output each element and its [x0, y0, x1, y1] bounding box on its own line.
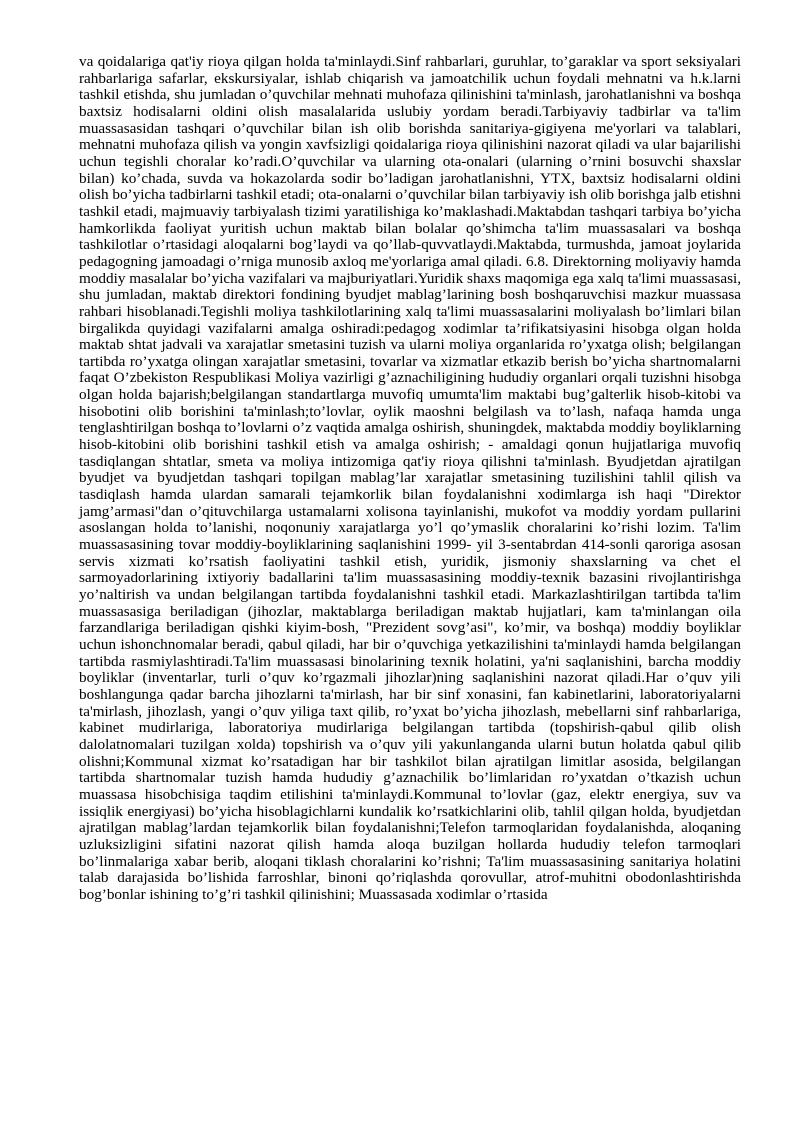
- body-paragraph: va qoidalariga qat'iy rioya qilgan holda ta'minlaydi.Sinf rahbarlari, guruhlar, to’garaklar va sport seksiyalari rahbarlariga safarlar, ekskursiyalar, ishlab chiqarish va jamoatchilik uchun foydali mehnatni va h.k.larni tashkil etishda, shu jumladan o’quvchilar mehnati muhofaza qilinishini ta'minlash, jarohatlanishni va boshqa baxtsiz hodisalarni oldini olish masalalarida uslubiy yordam beradi.Tarbiyaviy tadbirlar va ta'lim muassasasidan tashqari o’quvchilar bilan ish olib borishda sanitariya-gigiyena me'yorlari va talablari, mehnatni muhofaza qilish va yongin xavfsizligi qoidalariga rioya qilinishini nazorat qiladi va ular bajarilishi uchun tegishli choralar ko’radi.O’quvchilar va ularning ota-onalari (ularning o’rnini bosuvchi shaxslar bilan) ko’chada, suvda va hokazolarda sodir bo’ladigan jarohatlanishni, YTX, baxtsiz hodisalarni oldini olish bo’yicha tadbirlarni tashkil etadi; ota-onalarni o’quvchilar bilan tarbiyaviy ish olib borishga jalb etishni tashkil etadi, majmuaviy tarbiyalash tizimi yaratilishiga ko’maklashadi.Maktabdan tashqari tarbiya bo’yicha hamkorlikda faoliyat yuritish uchun maktab bilan bolalar qo’shimcha ta'lim muassasalari va boshqa tashkilotlar o’rtasidagi aloqalarni bog’laydi va qo’llab-quvvatlaydi.Maktabda, turmushda, jamoat joylarida pedagogning jamoadagi o’rniga munosib axloq me'yorlariga amal qiladi. 6.8. Direktorning moliyaviy hamda moddiy masalalar bo’yicha vazifalari va majburiyatlari.Yuridik shaxs maqomiga ega xalq ta'limi muassasasi, shu jumladan, maktab direktori fondining byudjet mablag’larining bosh boshqaruvchisi mazkur muassasa rahbari hisoblanadi.Tegishli moliya tashkilotlarining xalq ta'limi muassasalarini moliyalash bo’limlari bilan birgalikda quyidagi vazifalarni amalga oshiradi:pedagog xodimlar ta’rifikatsiyasini hisobga olgan holda maktab shtat jadvali va xarajatlar smetasini tuzish va ularni moliya organlarida ro’yxatga olish; belgilangan tartibda ro’yxatga olingan xarajatlar smetasini, tovarlar va xizmatlar etkazib berish bo’yicha shartnomalarni faqat O’zbekiston Respublikasi Moliya vazirligi g’aznachiligining hududiy organlari orqali tuzishni hisobga olgan holda bajarish;belgilangan standartlarga muvofiq umumta'lim maktabi bug’galterlik hisob-kitobi va hisobotini olib borishini ta'minlash;to’lovlar, oylik maoshni belgilash va to’lash, nafaqa hamda unga tenglashtirilgan boshqa to’lovlarni o’z vaqtida amalga oshirish, shuningdek, maktabda moddiy boyliklarning hisob-kitobini olib borishini tashkil etish va amalga oshirish; - amaldagi qonun hujjatlariga muvofiq tasdiqlangan shtatlar, smeta va moliya intizomiga qat'iy rioya qilishni ta'minlash. Byudjetdan ajratilgan byudjet va byudjetdan tashqari topilgan mablag’lar xarajatlar smetasining tuzilishini tahlil qilish va tasdiqlash hamda ulardan samarali tejamkorlik bilan foydalanishni xodimlarga ish haqi "Direktor jamg’armasi"dan o’qituvchilarga ustamalarni xolisona tayinlanishi, mukofot va moddiy yordam pullarini asoslangan holda to’lanishi, noqonuniy xarajatlarga yo’l qo’ymaslik choralarini ko’rishi lozim. Ta'lim muassasasining tovar moddiy-boyliklarining saqlanishini 1999- yil 3-sentabrdan 414-sonli qaroriga asosan servis xizmati ko’rsatish faoliyatini tashkil etish, yuridik, jismoniy shaxslarning va chet el sarmoyadorlarining ixtiyoriy badallarini ta'lim muassasasining moddiy-texnik bazasini rivojlantirishga yo’naltirish va undan belgilangan tartibda foydalanishni tashkil etadi. Markazlashtirilgan tartibda ta'lim muassasasiga beriladigan (jihozlar, maktablarga beriladigan maktab hujjatlari, kam ta'minlangan oila farzandlariga beriladigan qishki kiyim-bosh, "Prezident sovg’asi", ko’mir, va boshqa) moddiy boyliklar uchun ishonchnomalar beradi, qabul qiladi, har bir o’quvchiga yetkazilishini ta'minlaydi hamda belgilangan tartibda rasmiylashtiradi.Ta'lim muassasasi binolarining texnik holatini, ya'ni saqlanishini, barcha moddiy boyliklar (inventarlar, turli o’quv ko’rgazmali jihozlar)ning saqlanishini nazorat qiladi.Har o’quv yili boshlangunga qadar barcha jihozlarni ta'mirlash, har bir sinf xonasini, fan kabinetlarini, laboratoriyalarni ta'mirlash, jihozlash, yangi o’quv yiliga taxt qilib, ro’yxat bo’yicha jihozlash, mebellarni sinf rahbarlariga, kabinet mudirlariga, laboratoriya mudirlariga belgilangan tartibda (topshirish-qabul qilib olish dalolatnomalari tuzilgan xolda) topshirish va o’quv yili yakunlanganda ularni butun holatda qabul qilib olishni;Kommunal xizmat ko’rsatadigan har bir tashkilot bilan ajratilgan limitlar asosida, belgilangan tartibda shartnomalar tuzish hamda hududiy g’aznachilik bo’limlaridan ro’yxatdan o’tkazish uchun muassasa hisobchisiga taqdim etilishini ta'minlaydi.Kommunal to’lovlar (gaz, elektr energiya, suv va issiqlik energiyasi) bo’yicha hisoblagichlarni kundalik ko’rsatkichlarini olib, tahlil qilgan holda, byudjetdan ajratilgan mablag’lardan tejamkorlik bilan foydalanishni;Telefon tarmoqlaridan foydalanishda, aloqaning uzluksizligini sifatini nazorat qilish hamda aloqa buzilgan hollarda hududiy telefon tarmoqlari bo’linmalariga xabar berib, aloqani tiklash choralarini ko’rishni; Ta'lim muassasasining sanitariya holatini talab darajasida bo’lishida farroshlar, binoni qo’riqlashda qorovullar, atrof-muhitni obodonlashtirishda bog’bonlar ishining to’g’ri tashkil qilinishini; Muassasada xodimlar o’rtasida: [79, 53, 741, 903]
- document-page: [79, 54, 741, 903]
